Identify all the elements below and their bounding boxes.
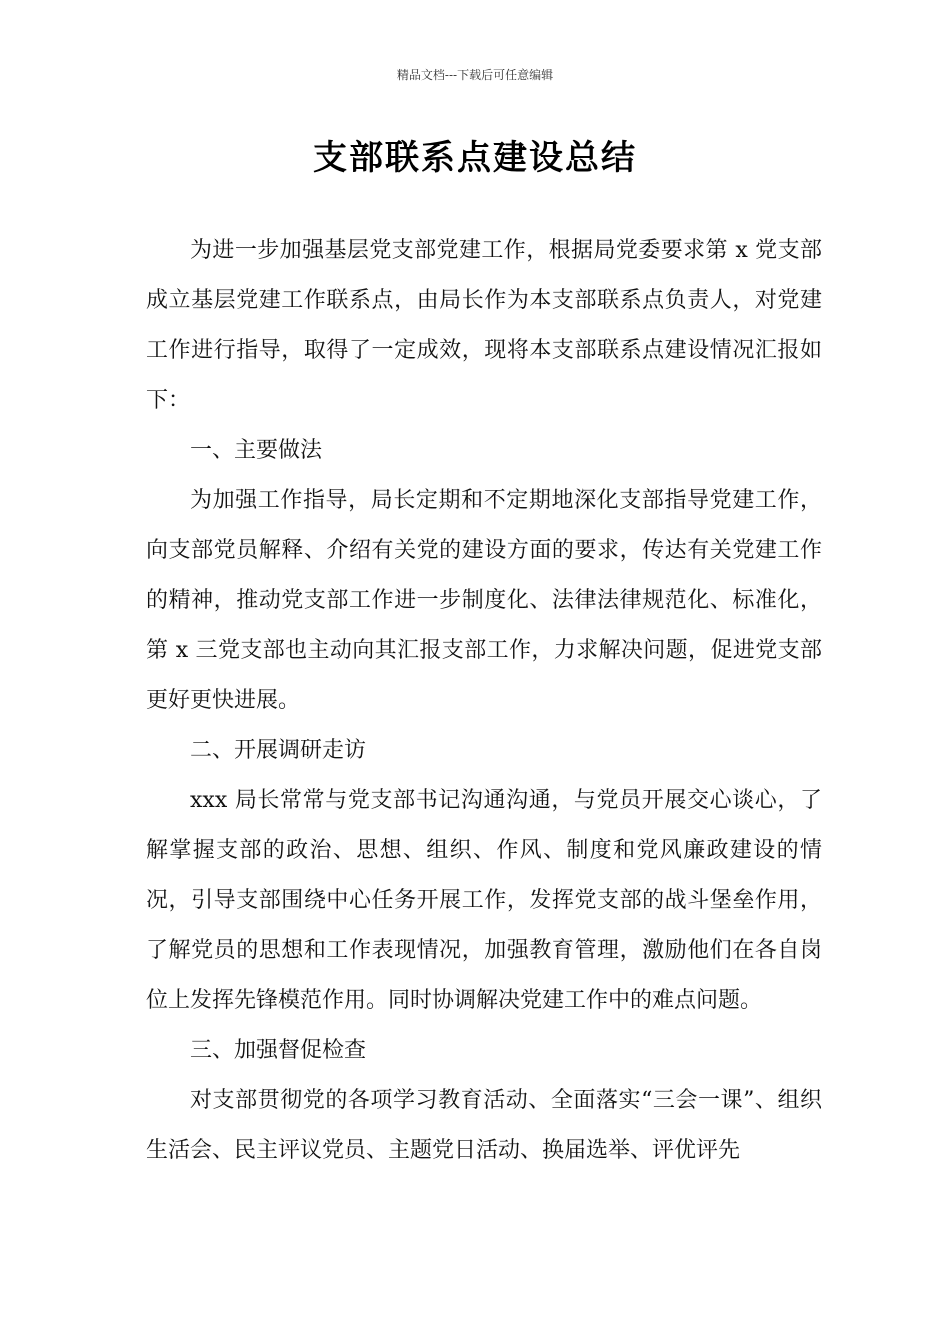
section-heading-research-visits: 二、开展调研走访 [190,738,367,763]
section-heading-main-practices: 一、主要做法 [190,438,323,463]
supervision-paragraph: 对支部贯彻党的各项学习教育活动、全面落实“三会一课”、组织生活会、民主评议党员、主题党日活动、换届选举、评优评先 [146,1088,822,1163]
main-practices-paragraph: 为加强工作指导，局长定期和不定期地深化支部指导党建工作，向支部党员解释、介绍有关党的建设方面的要求，传达有关党建工作的精神，推动党支部工作进一步制度化、法律法律规范化、标准化，第 x 三党支部也主动向其汇报支部工作，力求解决问题，促进党支部更好更快进展。 [146,488,822,713]
page-header-watermark: 精品文档---下载后可任意编辑 [396,68,554,82]
document-title: 支部联系点建设总结 [313,138,637,178]
intro-paragraph: 为进一步加强基层党支部党建工作，根据局党委要求第 x 党支部成立基层党建工作联系点，由局长作为本支部联系点负责人，对党建工作进行指导，取得了一定成效，现将本支部联系点建设情况汇报如下： [146,238,822,413]
document-body [146,226,822,1176]
research-visits-paragraph: xxx 局长常常与党支部书记沟通沟通，与党员开展交心谈心，了解掌握支部的政治、思想、组织、作风、制度和党风廉政建设的情况，引导支部围绕中心任务开展工作，发挥党支部的战斗堡垒作用，了解党员的思想和工作表现情况，加强教育管理，激励他们在各自岗位上发挥先锋模范作用。同时协调解决党建工作中的难点问题。 [146,788,822,1013]
section-heading-supervision: 三、加强督促检查 [190,1038,367,1063]
